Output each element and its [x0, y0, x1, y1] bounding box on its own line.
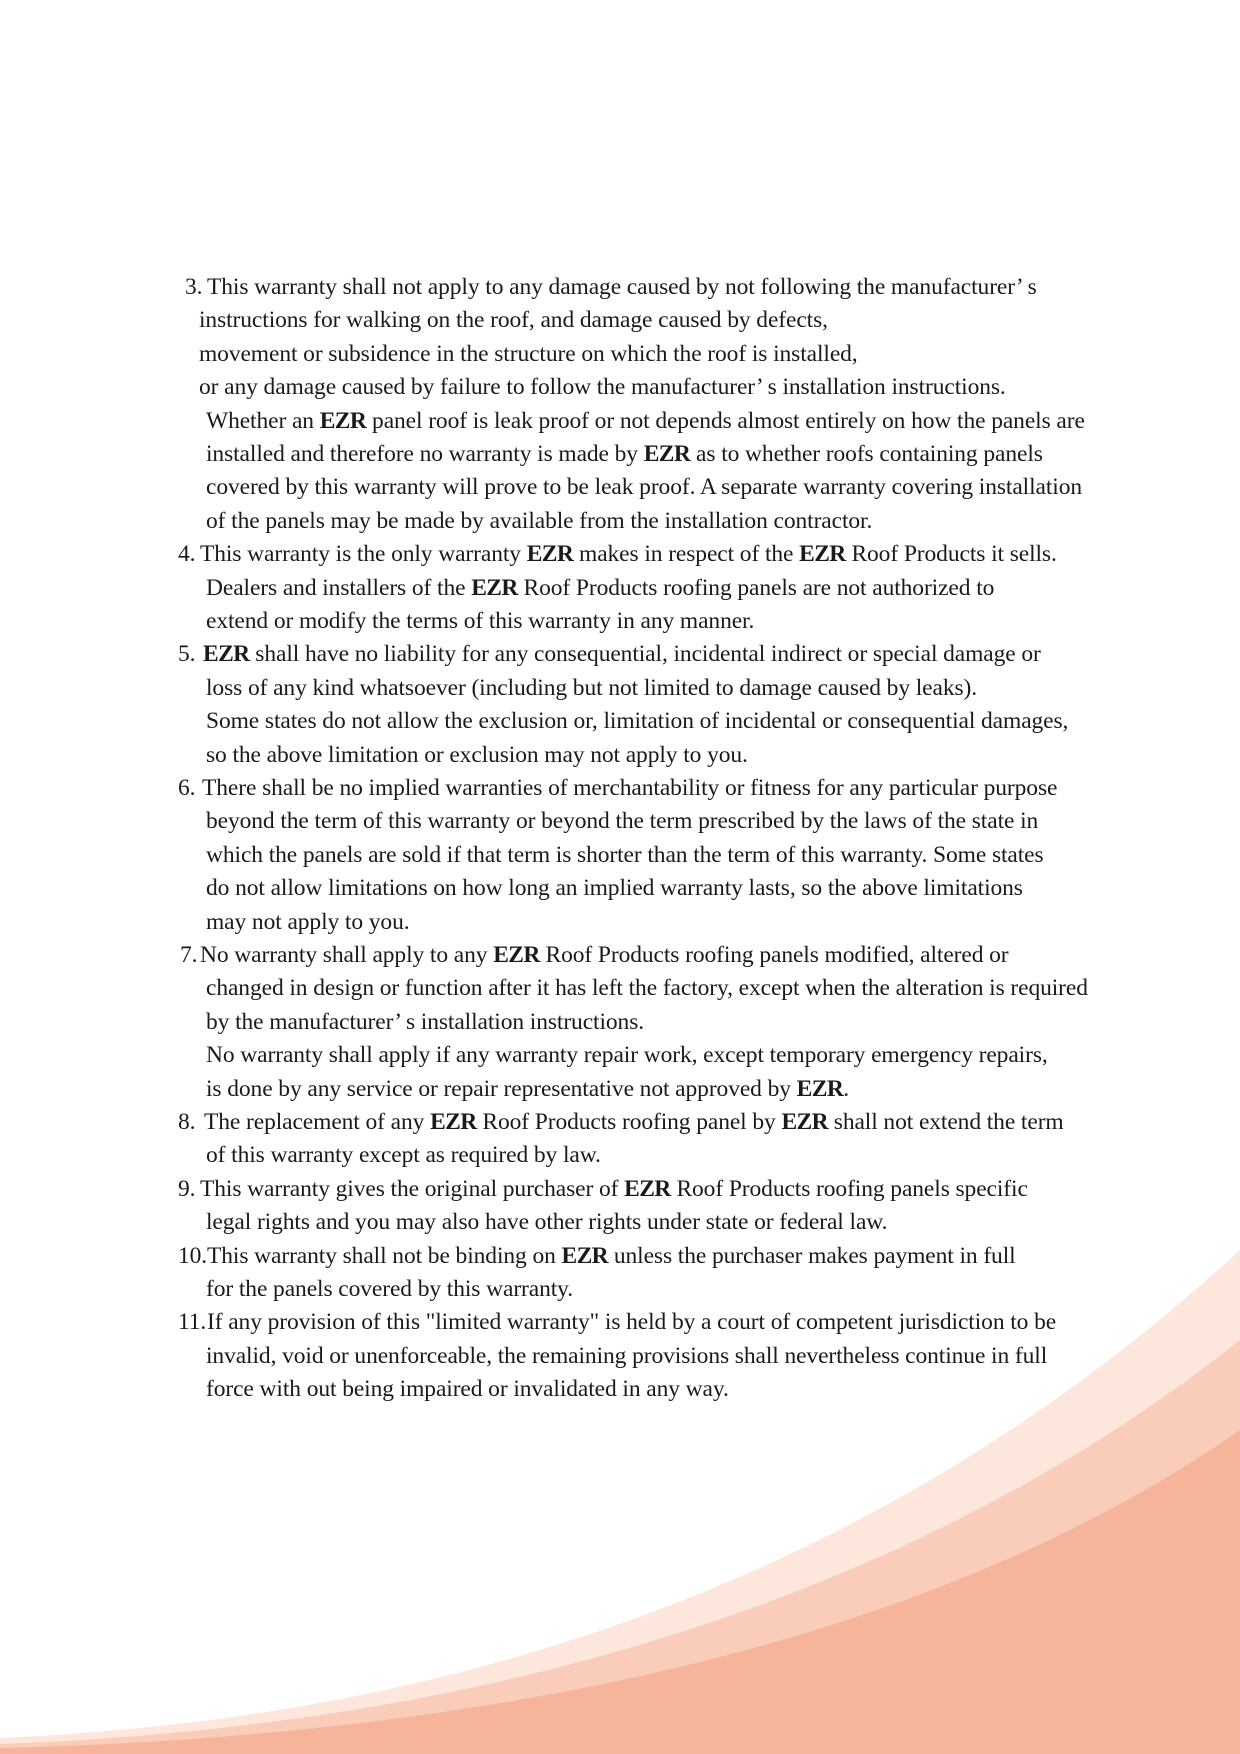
- item-continuation-line: which the panels are sold if that term is shorter than the term of this warranty. Some states: [206, 841, 1044, 868]
- brand-ezr: EZR: [561, 1242, 609, 1269]
- item-continuation-line: or any damage caused by failure to follow the manufacturer’ s installation instructions.: [199, 374, 1006, 401]
- item-continuation-line: covered by this warranty will prove to be leak proof. A separate warranty covering installation: [206, 474, 1083, 501]
- item-first-line: EZR shall have no liability for any consequential, incidental indirect or special damage or: [203, 641, 1041, 668]
- item-first-line: This warranty is the only warranty EZR makes in respect of the EZR Roof Products it sells.: [200, 541, 1057, 568]
- item-continuation-line: of the panels may be made by available from the installation contractor.: [206, 507, 873, 534]
- item-continuation-line: do not allow limitations on how long an implied warranty lasts, so the above limitations: [206, 875, 1023, 902]
- brand-ezr: EZR: [203, 641, 250, 668]
- item-number: 9.: [178, 1175, 196, 1202]
- item-continuation-line: is done by any service or repair representative not approved by EZR.: [206, 1075, 849, 1102]
- brand-ezr: EZR: [643, 441, 691, 467]
- item-continuation-line: of this warranty except as required by law.: [206, 1142, 601, 1169]
- item-continuation-line: so the above limitation or exclusion may not apply to you.: [206, 741, 748, 768]
- item-first-line: This warranty shall not apply to any damage caused by not following the manufacturer’ s: [207, 274, 1037, 300]
- brand-ezr: EZR: [526, 541, 574, 568]
- item-continuation-line: for the panels covered by this warranty.: [206, 1276, 574, 1302]
- item-continuation-line: extend or modify the terms of this warranty in any manner.: [206, 608, 755, 634]
- item-first-line: This warranty gives the original purchaser of EZR Roof Products roofing panels specific: [200, 1175, 1028, 1202]
- item-number: 11.: [178, 1309, 207, 1336]
- item-number: 5.: [178, 641, 196, 668]
- item-number: 8.: [178, 1109, 196, 1135]
- item-continuation-line: force with out being impaired or invalidated in any way.: [206, 1376, 729, 1403]
- brand-ezr: EZR: [799, 541, 846, 568]
- item-continuation-line: Dealers and installers of the EZR Roof Products roofing panels are not authorized to: [206, 574, 995, 601]
- item-continuation-line: No warranty shall apply if any warranty repair work, except temporary emergency repairs,: [206, 1042, 1048, 1069]
- item-continuation-line: movement or subsidence in the structure on which the roof is installed,: [199, 340, 858, 367]
- item-number: 10.: [178, 1242, 208, 1269]
- item-continuation-line: installed and therefore no warranty is made by EZR as to whether roofs containing panels: [206, 441, 1043, 467]
- item-continuation-line: may not apply to you.: [206, 908, 410, 935]
- item-number: 4.: [178, 541, 196, 568]
- item-first-line: The replacement of any EZR Roof Products roofing panel by EZR shall not extend the term: [204, 1109, 1064, 1135]
- item-number: 3.: [185, 274, 203, 300]
- brand-ezr: EZR: [624, 1175, 671, 1202]
- item-continuation-line: loss of any kind whatsoever (including but not limited to damage caused by leaks).: [206, 674, 978, 701]
- item-continuation-line: Some states do not allow the exclusion or, limitation of incidental or consequential damages,: [206, 708, 1069, 735]
- item-continuation-line: legal rights and you may also have other rights under state or federal law.: [206, 1209, 888, 1236]
- brand-ezr: EZR: [781, 1109, 828, 1135]
- item-continuation-line: by the manufacturer’ s installation instructions.: [206, 1008, 645, 1035]
- brand-ezr: EZR: [471, 574, 518, 601]
- item-first-line: There shall be no implied warranties of merchantability or fitness for any particular purpose: [202, 775, 1058, 801]
- brand-ezr: EZR: [319, 407, 367, 434]
- item-first-line: No warranty shall apply to any EZR Roof Products roofing panels modified, altered or: [200, 942, 1009, 968]
- brand-ezr: EZR: [493, 942, 540, 968]
- item-continuation-line: beyond the term of this warranty or beyond the term prescribed by the laws of the state in: [206, 808, 1039, 835]
- item-number: 6.: [178, 775, 196, 801]
- item-continuation-line: invalid, void or unenforceable, the remaining provisions shall nevertheless continue in full: [206, 1342, 1048, 1369]
- item-first-line: If any provision of this "limited warranty" is held by a court of competent jurisdiction to be: [207, 1309, 1057, 1336]
- item-first-line: This warranty shall not be binding on EZR unless the purchaser makes payment in full: [207, 1242, 1016, 1269]
- item-number: 7.: [180, 942, 198, 968]
- brand-ezr: EZR: [430, 1109, 477, 1135]
- item-continuation-line: Whether an EZR panel roof is leak proof or not depends almost entirely on how the panels are: [206, 407, 1085, 434]
- item-continuation-line: instructions for walking on the roof, and damage caused by defects,: [199, 307, 828, 334]
- item-continuation-line: changed in design or function after it has left the factory, except when the alteration is required: [206, 975, 1088, 1002]
- brand-ezr: EZR: [796, 1075, 844, 1102]
